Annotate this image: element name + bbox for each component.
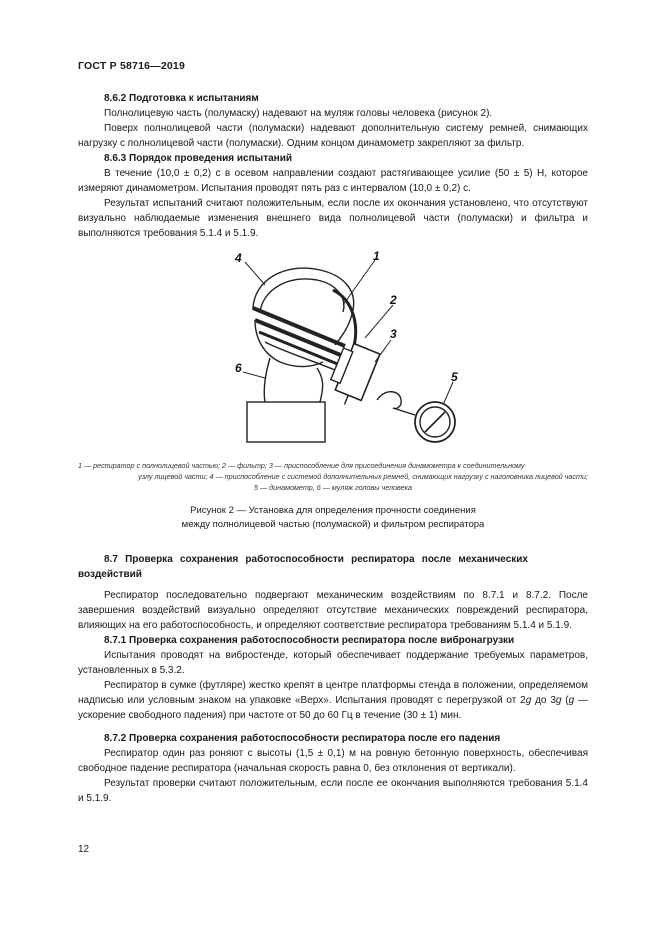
mannequin-base xyxy=(247,402,325,442)
figure-label-6: 6 xyxy=(235,361,242,375)
heading-8-7-1: 8.7.1 Проверка сохранения работоспособности респиратора после вибронагрузки xyxy=(104,635,515,646)
leader-5 xyxy=(443,382,453,405)
connector-rod xyxy=(344,395,348,404)
paragraph-8-7-1-load xyxy=(78,678,588,723)
leader-2 xyxy=(365,305,393,338)
heading-8-7-2: 8.7.2 Проверка сохранения работоспособности респиратора после его падения xyxy=(104,733,501,744)
paragraph: Полнолицевую часть (полумаску) надевают на муляж головы человека (рисунок 2). xyxy=(104,108,493,119)
caption-line: Рисунок 2 — Установка для определения прочности соединения xyxy=(190,505,476,516)
caption-line: между полнолицевой частью (полумаской) и фильтром респиратора xyxy=(181,519,485,530)
leader-6 xyxy=(243,372,265,378)
paragraph: Испытания проводят на вибростенде, который обеспечивает поддержание требуемых параметров, установленных в 5.3.2. xyxy=(78,650,588,676)
heading-8-7: 8.7 Проверка сохранения работоспособности респиратора после механических воздействий xyxy=(78,554,528,580)
leader-1 xyxy=(343,260,375,305)
leader-3 xyxy=(375,340,391,362)
paragraph: В течение (10,0 ± 0,2) с в осевом направлении создают растягивающее усилие (50 ± 5) Н, которое измеряют динамометром. Испытания проводят пять раз с интервалом (10,0 ± 0,2) с. xyxy=(78,168,588,194)
page-number: 12 xyxy=(78,844,90,855)
g-symbol: g xyxy=(568,695,575,706)
paragraph: Результат проверки считают положительным, если после ее окончания выполняются требования 5.1.4 и 5.1.9. xyxy=(78,778,588,804)
legend-line: узлу лицевой части; 4 — приспособление с системой дополнительных ремней, снимающих нагрузку с наголовника лицевой части; xyxy=(138,472,588,481)
heading-8-6-3: 8.6.3 Порядок проведения испытаний xyxy=(104,153,292,164)
document-header: ГОСТ Р 58716—2019 xyxy=(78,60,186,72)
figure-label-4: 4 xyxy=(235,251,242,265)
legend-line: 1 — респиратор с полнолицевой частью; 2 — фильтр; 3 — приспособление для присоединения динамометра к соединительному xyxy=(78,461,525,470)
paragraph: Поверх полнолицевой части (полумаски) надевают дополнительную систему ремней, снимающих нагрузку с полнолицевой части (полумаски). Одним концом динамометр закрепляют за фильтр. xyxy=(78,123,588,149)
text-run: до 3 xyxy=(531,695,556,706)
mannequin-neck-left xyxy=(264,358,270,402)
mask-shell-inner xyxy=(260,279,344,312)
dynamometer-cord xyxy=(393,408,415,415)
text-run: — ускорение свободного падения) при частоте от 50 до 60 Гц в течение (30 ± 1) мин. xyxy=(78,695,589,721)
figure-2-drawing xyxy=(225,250,485,455)
text-run: ( xyxy=(561,695,569,706)
g-symbol: g xyxy=(555,695,562,706)
strap-4 xyxy=(265,342,335,370)
hook xyxy=(377,392,401,409)
paragraph: Респиратор один раз роняют с высоты (1,5 ± 0,1) м на ровную бетонную поверхность, обеспечивая свободное падение респиратора (начальная скорость равна 0, без отклонения от вертикали). xyxy=(78,748,588,774)
text-run: Респиратор в сумке (футляре) жестко крепят в центре платформы стенда в положении, определяемом надписью или условным знаком на упаковке «Верх». Испытания проводят с перегрузкой от 2 xyxy=(78,680,588,706)
figure-legend xyxy=(78,460,588,493)
figure-label-5: 5 xyxy=(451,370,458,384)
figure-label-3: 3 xyxy=(390,327,397,341)
paragraph: Результат испытаний считают положительным, если после их окончания установлено, что отсутствуют визуально наблюдаемые изменения внешнего вида полнолицевой части (полумаски) и фильтра и выполняются требования 5.1.4 и 5.1.9. xyxy=(78,198,588,239)
figure-caption xyxy=(78,504,588,532)
strap-1 xyxy=(253,308,345,346)
g-symbol: g xyxy=(525,695,532,706)
leader-4 xyxy=(245,262,265,285)
section-8-6 xyxy=(78,91,588,241)
section-8-7 xyxy=(78,552,588,806)
figure-label-2: 2 xyxy=(390,293,397,307)
heading-8-6-2: 8.6.2 Подготовка к испытаниям xyxy=(104,93,259,104)
legend-line: 5 — динамометр, 6 — муляж головы человека xyxy=(253,483,413,492)
mannequin-neck-right xyxy=(317,368,323,402)
figure-label-1: 1 xyxy=(373,250,380,263)
paragraph: Респиратор последовательно подвергают механическим воздействиям по 8.7.1 и 8.7.2. После завершения воздействий визуально определяют отсутствие механических повреждений респиратора, влияющих на его работоспособность, и определяют соответствие респиратора требованиям 5.1.4 и 5.1.9. xyxy=(78,590,588,631)
